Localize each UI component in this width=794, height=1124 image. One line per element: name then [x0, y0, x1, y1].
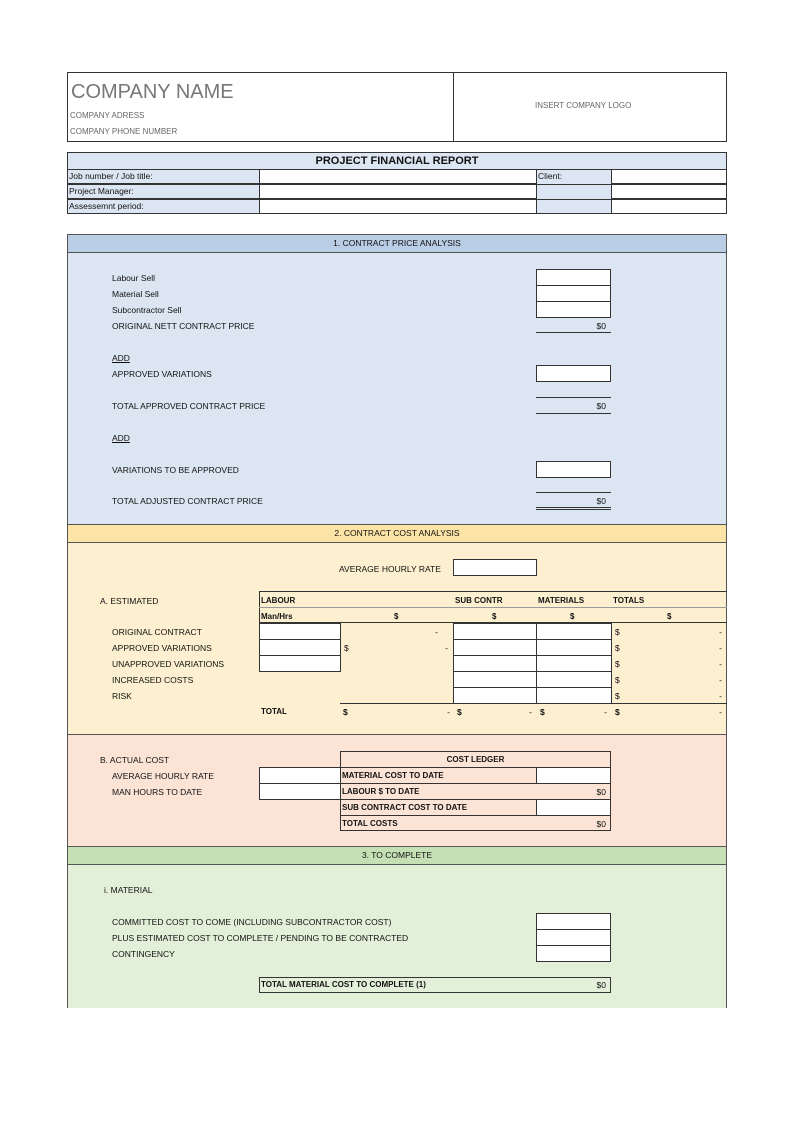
totals-dollar: $ — [615, 659, 620, 669]
estimate-row-label: APPROVED VARIATIONS — [112, 643, 212, 653]
subcontractor-sell-label: Subcontractor Sell — [112, 305, 182, 315]
total-total-dollar: $ — [615, 707, 620, 717]
col-mat-dollar: $ — [570, 612, 575, 621]
col-manhrs: Man/Hrs — [261, 612, 293, 621]
approved-variations-input[interactable] — [536, 365, 611, 382]
section-3-header: 3. TO COMPLETE — [67, 846, 727, 865]
client-input[interactable] — [611, 169, 727, 184]
col-sub-dollar: $ — [492, 612, 497, 621]
estimate-row-label: UNAPPROVED VARIATIONS — [112, 659, 225, 669]
total-sub-value: - — [529, 707, 532, 717]
labour-dollar: $ — [344, 643, 349, 653]
sub-to-date-input[interactable] — [536, 799, 611, 816]
material-sell-label: Material Sell — [112, 289, 159, 299]
col-labour-dollar: $ — [394, 612, 399, 621]
col-subcontr: SUB CONTR — [455, 596, 503, 605]
committed-cost-label: COMMITTED COST TO COME (INCLUDING SUBCONTRACTOR COST) — [112, 917, 392, 927]
col-totals: TOTALS — [613, 596, 645, 605]
avg-hourly-rate-label: AVERAGE HOURLY RATE — [339, 564, 441, 574]
original-price-value: $0 — [596, 321, 606, 331]
estimate-row-label: ORIGINAL CONTRACT — [112, 627, 202, 637]
estimate-row-label: RISK — [112, 691, 132, 701]
manhrs-input[interactable] — [259, 623, 341, 640]
manhrs-input[interactable] — [259, 639, 341, 656]
total-adjusted-label: TOTAL ADJUSTED CONTRACT PRICE — [112, 496, 263, 506]
totals-value: - — [719, 675, 722, 685]
labour-sell-input[interactable] — [536, 269, 611, 286]
manager-label: Project Manager: — [69, 186, 134, 196]
total-mat-dollar: $ — [540, 707, 545, 717]
company-name: COMPANY NAME — [71, 81, 234, 103]
material-to-date-label: MATERIAL COST TO DATE — [342, 771, 444, 780]
col-labour: LABOUR — [261, 596, 296, 605]
logo-placeholder: INSERT COMPANY LOGO — [535, 101, 632, 110]
total-approved-value: $0 — [596, 401, 606, 411]
divider — [453, 72, 454, 142]
add-label: ADD — [112, 353, 130, 363]
material-to-date-input[interactable] — [536, 767, 611, 784]
total-material-value: $0 — [596, 980, 606, 990]
original-price-label: ORIGINAL NETT CONTRACT PRICE — [112, 321, 255, 331]
total-sub-dollar: $ — [457, 707, 462, 717]
total-mat-value: - — [604, 707, 607, 717]
client-label: Client: — [538, 171, 563, 181]
actual-rate-label: AVERAGE HOURLY RATE — [112, 771, 214, 781]
estimated-to-complete-input[interactable] — [536, 929, 611, 946]
materials-input[interactable] — [536, 655, 612, 672]
labour-to-date-value: $0 — [596, 787, 606, 797]
actual-cost-label: B. ACTUAL COST — [100, 755, 170, 765]
totals-value: - — [719, 643, 722, 653]
col-materials: MATERIALS — [538, 596, 585, 605]
report-title: PROJECT FINANCIAL REPORT — [67, 152, 727, 170]
estimated-to-complete-label: PLUS ESTIMATED COST TO COMPLETE / PENDING TO BE CONTRACTED — [112, 933, 409, 943]
subcontr-input[interactable] — [453, 623, 537, 640]
materials-input[interactable] — [536, 687, 612, 704]
material-sell-input[interactable] — [536, 285, 611, 302]
contingency-input[interactable] — [536, 945, 611, 962]
double-underline — [536, 507, 611, 510]
total-labour-value: - — [447, 707, 450, 717]
subcontractor-sell-input[interactable] — [536, 301, 611, 318]
subcontr-input[interactable] — [453, 687, 537, 704]
materials-input[interactable] — [536, 623, 612, 640]
divider — [536, 413, 611, 414]
divider — [536, 397, 611, 398]
actual-rate-input[interactable] — [259, 767, 341, 784]
totals-value: - — [719, 691, 722, 701]
client-input-2[interactable] — [611, 184, 727, 199]
committed-cost-input[interactable] — [536, 913, 611, 930]
labour-sell-label: Labour Sell — [112, 273, 156, 283]
estimate-row-label: INCREASED COSTS — [112, 675, 194, 685]
variations-to-approve-input[interactable] — [536, 461, 611, 478]
section-1-body — [67, 253, 727, 524]
avg-hourly-rate-input[interactable] — [453, 559, 537, 576]
section-2-header: 2. CONTRACT COST ANALYSIS — [67, 524, 727, 543]
contingency-label: CONTINGENCY — [112, 949, 175, 959]
client-input-3[interactable] — [611, 199, 727, 214]
variations-to-approve-label: VARIATIONS TO BE APPROVED — [112, 465, 239, 475]
subcontr-input[interactable] — [453, 639, 537, 656]
job-input[interactable] — [259, 169, 537, 184]
material-label: i. MATERIAL — [104, 885, 153, 895]
divider — [340, 703, 727, 704]
divider — [259, 607, 727, 608]
divider — [536, 332, 611, 333]
totals-dollar: $ — [615, 643, 620, 653]
period-input[interactable] — [259, 199, 537, 214]
totals-dollar: $ — [615, 627, 620, 637]
approved-variations-label: APPROVED VARIATIONS — [112, 369, 212, 379]
manager-input[interactable] — [259, 184, 537, 199]
labour-value: - — [435, 627, 438, 637]
sub-to-date-label: SUB CONTRACT COST TO DATE — [342, 803, 468, 812]
subcontr-input[interactable] — [453, 671, 537, 688]
divider — [536, 184, 612, 185]
total-total-value: - — [719, 707, 722, 717]
divider — [536, 492, 611, 493]
totals-dollar: $ — [615, 675, 620, 685]
total-approved-label: TOTAL APPROVED CONTRACT PRICE — [112, 401, 266, 411]
total-costs-label: TOTAL COSTS — [342, 819, 398, 828]
subcontr-input[interactable] — [453, 655, 537, 672]
section-1-header: 1. CONTRACT PRICE ANALYSIS — [67, 234, 727, 253]
labour-to-date-label: LABOUR $ TO DATE — [342, 787, 420, 796]
cost-ledger-title: COST LEDGER — [446, 755, 505, 764]
labour-value: - — [445, 643, 448, 653]
materials-input[interactable] — [536, 671, 612, 688]
total-adjusted-value: $0 — [596, 496, 606, 506]
job-label: Job number / Job title: — [69, 171, 153, 181]
manhrs-input[interactable] — [259, 655, 341, 672]
period-label: Assessemnt period: — [69, 201, 144, 211]
total-costs-value: $0 — [596, 819, 606, 829]
company-address: COMPANY ADRESS — [70, 111, 145, 120]
totals-value: - — [719, 659, 722, 669]
man-hours-input[interactable] — [259, 783, 341, 800]
total-label: TOTAL — [261, 707, 287, 716]
total-material-label: TOTAL MATERIAL COST TO COMPLETE (1) — [261, 980, 426, 989]
estimated-label: A. ESTIMATED — [100, 596, 159, 606]
totals-dollar: $ — [615, 691, 620, 701]
materials-input[interactable] — [536, 639, 612, 656]
total-labour-dollar: $ — [343, 707, 348, 717]
add-label: ADD — [112, 433, 130, 443]
divider — [536, 199, 612, 200]
company-phone: COMPANY PHONE NUMBER — [70, 127, 178, 136]
man-hours-label: MAN HOURS TO DATE — [112, 787, 203, 797]
col-total-dollar: $ — [667, 612, 672, 621]
totals-value: - — [719, 627, 722, 637]
